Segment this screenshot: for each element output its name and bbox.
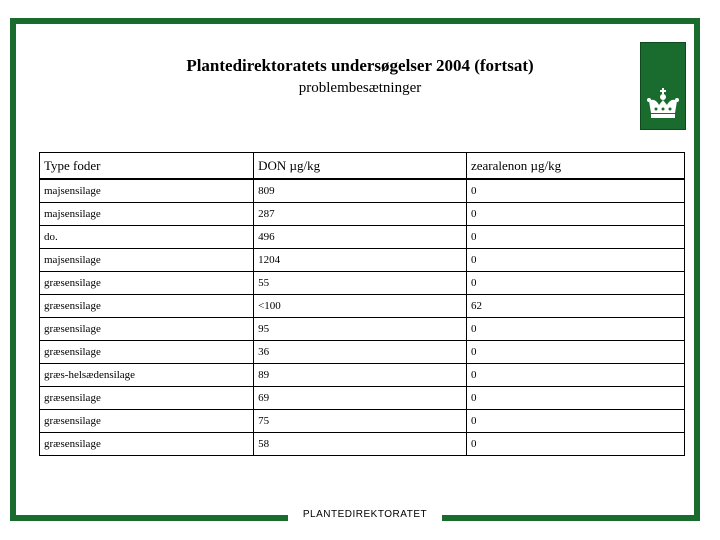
table-cell: majsensilage <box>40 203 254 226</box>
table-cell: 55 <box>254 272 467 295</box>
table-cell: græsensilage <box>40 295 254 318</box>
table-cell: 75 <box>254 410 467 433</box>
table-row <box>40 341 685 364</box>
table-cell: 0 <box>466 226 684 249</box>
data-table <box>39 152 685 456</box>
table-cell: majsensilage <box>40 179 254 203</box>
table-cell: 287 <box>254 203 467 226</box>
table-cell: do. <box>40 226 254 249</box>
column-header: DON µg/kg <box>254 153 467 180</box>
table-cell: 1204 <box>254 249 467 272</box>
table-cell: græs-helsædensilage <box>40 364 254 387</box>
table-cell: 0 <box>466 410 684 433</box>
table-cell: 0 <box>466 387 684 410</box>
crown-icon <box>641 43 685 129</box>
table-cell: 0 <box>466 318 684 341</box>
table-cell: 0 <box>466 272 684 295</box>
frame-bottom-left <box>10 515 288 521</box>
table-cell: græsensilage <box>40 387 254 410</box>
table-cell: <100 <box>254 295 467 318</box>
table-cell: 62 <box>466 295 684 318</box>
table-cell: 0 <box>466 341 684 364</box>
table-row <box>40 295 685 318</box>
table-cell: græsensilage <box>40 433 254 456</box>
table-row <box>40 433 685 456</box>
table-row <box>40 203 685 226</box>
table-cell: 496 <box>254 226 467 249</box>
table-cell: græsensilage <box>40 341 254 364</box>
column-header: zearalenon µg/kg <box>466 153 684 180</box>
table-cell: 809 <box>254 179 467 203</box>
table-cell: 0 <box>466 249 684 272</box>
footer-label: PLANTEDIREKTORATET <box>302 509 428 520</box>
table-cell: majsensilage <box>40 249 254 272</box>
table-cell: 95 <box>254 318 467 341</box>
table-row <box>40 272 685 295</box>
page-title: Plantedirektoratets undersøgelser 2004 (fortsat) <box>186 56 534 75</box>
table-cell: 36 <box>254 341 467 364</box>
table-cell: 0 <box>466 433 684 456</box>
table-row <box>40 318 685 341</box>
table-cell: 0 <box>466 364 684 387</box>
table-cell: 58 <box>254 433 467 456</box>
page-subtitle: problembesætninger <box>298 80 422 96</box>
table-row <box>40 410 685 433</box>
table-row <box>40 387 685 410</box>
table-cell: græsensilage <box>40 318 254 341</box>
table-cell: 69 <box>254 387 467 410</box>
table-row <box>40 364 685 387</box>
table-row <box>40 179 685 203</box>
table-cell: græsensilage <box>40 272 254 295</box>
table-row <box>40 226 685 249</box>
table-cell: 89 <box>254 364 467 387</box>
table-cell: græsensilage <box>40 410 254 433</box>
table-header-row <box>40 153 685 180</box>
table-cell: 0 <box>466 179 684 203</box>
table-cell: 0 <box>466 203 684 226</box>
table-row <box>40 249 685 272</box>
frame-bottom-right <box>442 515 700 521</box>
column-header: Type foder <box>40 153 254 180</box>
logo <box>640 42 686 130</box>
